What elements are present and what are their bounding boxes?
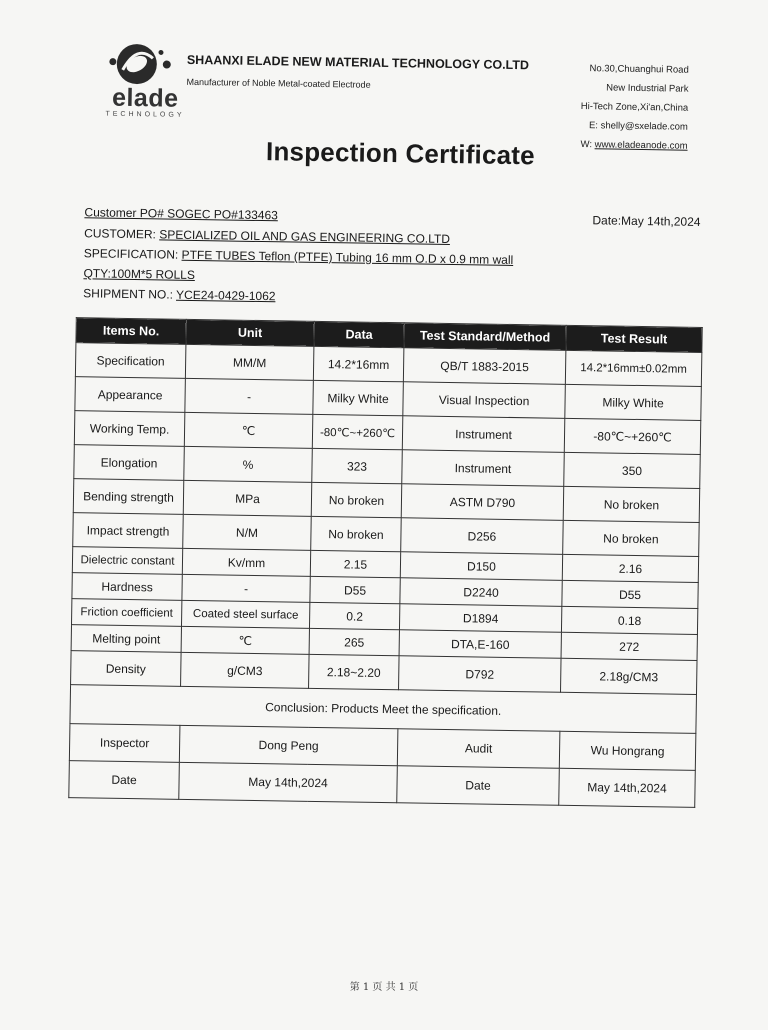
table-cell: - [182,574,310,602]
customer-name: SPECIALIZED OIL AND GAS ENGINEERING CO.LTD [159,227,451,247]
table-cell: 350 [564,452,701,488]
address-line: Hi-Tech Zone,Xi'an,China [580,101,689,114]
table-cell: No broken [311,482,402,517]
address-line: No.30,Chuanghui Road [589,63,689,76]
column-header: Items No. [76,318,186,345]
spec-value: PTFE TUBES Teflon (PTFE) Tubing 16 mm O.D x 0.9 mm wall [181,247,514,267]
table-cell: 2.15 [310,550,400,577]
column-header: Unit [186,319,314,346]
table-cell: D150 [400,552,562,581]
table-cell: Visual Inspection [403,382,566,419]
table-cell: -80℃~+260℃ [564,418,701,454]
audit-label: Audit [397,729,560,769]
table-cell: MM/M [185,344,314,380]
logo-wordmark: elade [111,83,179,113]
table-cell: DTA,E-160 [399,630,561,659]
table-cell: Kv/mm [182,548,310,576]
table-cell: QB/T 1883-2015 [403,348,566,385]
customer-po [84,205,278,222]
quantity-value: QTY:100M*5 ROLLS [83,266,196,283]
website-link[interactable]: www.eladeanode.com [594,139,688,152]
company-tagline: Manufacturer of Noble Metal-coated Electrode [186,76,371,90]
column-header: Test Result [566,325,702,352]
table-cell: Dielectric constant [72,547,182,575]
quantity-line [83,266,195,282]
shipment-number: YCE24-0429-1062 [175,287,276,304]
inspector-name: Dong Peng [179,725,398,765]
conclusion-text: Conclusion: Products Meet the specification. [70,685,697,734]
customer-label: CUSTOMER: [84,226,160,242]
table-cell: 2.16 [562,554,698,582]
table-cell: 14.2*16mm [313,346,404,381]
column-header: Data [314,321,404,347]
column-header: Test Standard/Method [404,323,566,351]
page-footer: 第 1 页 共 1 页 [349,982,419,993]
logo-subtitle: TECHNOLOGY [105,110,185,119]
table-cell: Impact strength [73,513,184,549]
table-cell: D55 [310,576,400,603]
table-cell: D792 [399,656,562,693]
table-cell: -80℃~+260℃ [312,414,403,449]
table-cell: D1894 [399,604,561,633]
table-cell: N/M [183,514,312,550]
table-cell: Instrument [402,450,565,487]
inspection-table [68,317,702,808]
table-cell: Milky White [565,384,702,420]
shipment-label: SHIPMENT NO.: [83,286,177,302]
inspection-date: May 14th,2024 [179,762,398,802]
table-cell: Specification [75,343,186,379]
table-cell: Bending strength [73,479,184,515]
web-label: W: [580,139,595,151]
table-cell: No broken [311,516,402,551]
table-cell: 0.2 [309,602,399,629]
table-cell: ASTM D790 [401,484,564,521]
table-cell: No broken [563,486,700,522]
table-cell: Coated steel surface [181,600,309,628]
specification-line [84,246,514,267]
table-cell: g/CM3 [181,652,310,688]
address-line: New Industrial Park [606,82,689,95]
table-cell: D256 [401,518,564,555]
table-cell: 0.18 [561,606,697,634]
table-cell: 265 [309,628,399,655]
table-cell: ℃ [184,412,313,448]
customer-po-text: Customer PO# SOGEC PO#133463 [84,205,279,223]
shipment-line [83,286,276,303]
table-cell: Melting point [71,625,181,653]
table-cell: Appearance [75,377,186,413]
table-cell: Working Temp. [74,411,185,447]
table-cell: Friction coefficient [72,599,182,627]
table-cell: 2.18~2.20 [309,654,400,689]
table-cell: 14.2*16mm±0.02mm [565,350,702,386]
table-cell: D2240 [400,578,562,607]
table-cell: % [184,446,313,482]
table-cell: Milky White [313,380,404,415]
table-cell: D55 [562,580,698,608]
table-cell: Instrument [402,416,565,453]
table-cell: 272 [561,632,697,660]
table-cell: Density [71,651,182,687]
table-cell: 323 [312,448,403,483]
company-name: SHAANXI ELADE NEW MATERIAL TECHNOLOGY CO.LTD [186,52,530,73]
table-cell: MPa [183,480,312,516]
date-label: Date [69,761,180,800]
table-cell: - [185,378,314,414]
certificate-date: Date:May 14th,2024 [592,213,701,229]
table-cell: ℃ [181,626,309,654]
table-cell: 2.18g/CM3 [561,658,698,694]
auditor-name: Wu Hongrang [559,731,696,770]
inspector-label: Inspector [69,724,180,763]
audit-date: May 14th,2024 [559,768,696,807]
email: E: shelly@sxelade.com [588,120,688,133]
page-title: Inspection Certificate [265,136,536,171]
customer-line [84,226,450,246]
audit-date-label: Date [397,766,560,806]
table-cell: No broken [563,520,700,556]
spec-label: SPECIFICATION: [83,246,182,262]
table-cell: Hardness [72,573,182,601]
table-cell: Elongation [74,445,185,481]
